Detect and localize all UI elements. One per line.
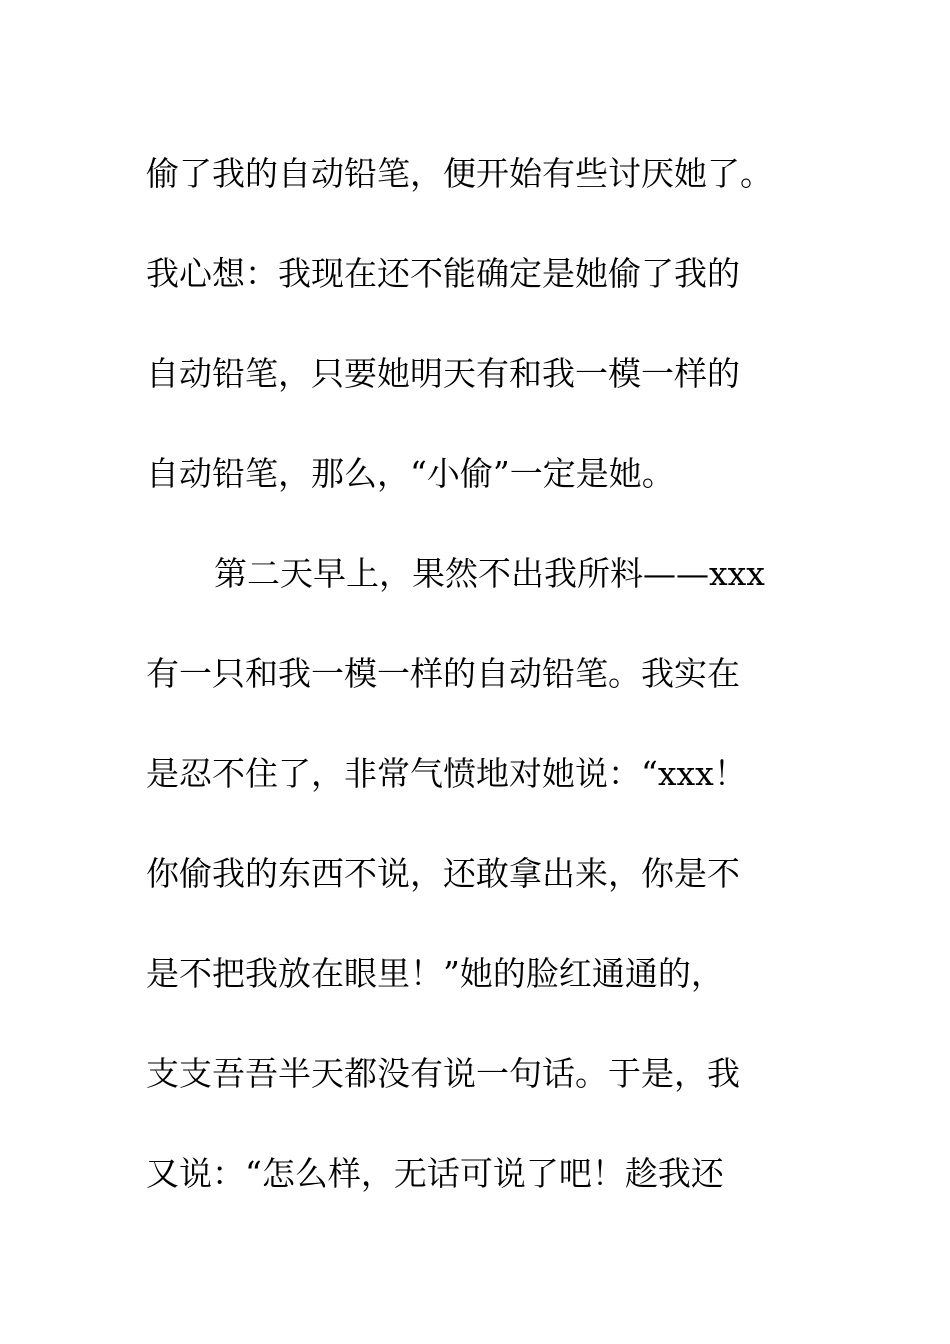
text-line-7: 是忍不住了，非常气愤地对她说：“xxx！ [146,754,747,793]
text-line-11: 又说：“怎么样，无话可说了吧！趁我还 [146,1154,724,1193]
text-line-6: 有一只和我一模一样的自动铅笔。我实在 [146,654,740,693]
text-line-5: 第二天早上，果然不出我所料——xxx [214,554,765,593]
text-line-2: 我心想：我现在还不能确定是她偷了我的 [146,254,740,293]
text-line-3: 自动铅笔，只要她明天有和我一模一样的 [146,354,740,393]
text-line-10: 支支吾吾半天都没有说一句话。于是，我 [146,1054,740,1093]
text-line-1: 偷了我的自动铅笔，便开始有些讨厌她了。 [146,154,773,193]
body-text [146,124,826,1224]
text-line-8: 你偷我的东西不说，还敢拿出来，你是不 [146,854,740,893]
text-line-4: 自动铅笔，那么，“小偷”一定是她。 [146,454,675,493]
text-line-9: 是不把我放在眼里！”她的脸红通通的， [146,954,724,993]
